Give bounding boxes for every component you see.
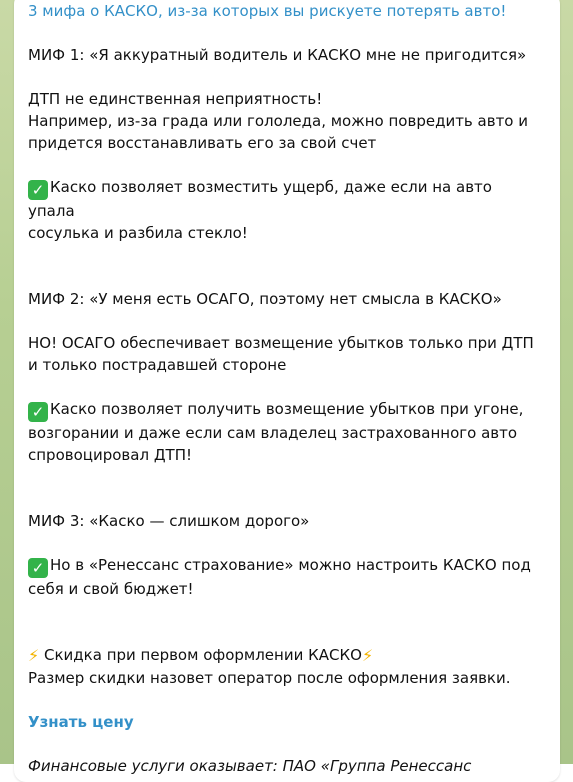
lightning-emoji-icon: ⚡ bbox=[28, 646, 40, 665]
promo-line1 bbox=[28, 644, 538, 667]
myth1-check1: Каско позволяет возместить ущерб, даже если на авто упала bbox=[28, 178, 492, 220]
myth3-heading: МИФ 3: «Каско — слишком дорого» bbox=[28, 512, 310, 530]
myth2-check1: Каско позволяет получить возмещение убытков при угоне, bbox=[50, 400, 524, 418]
myth3-check2: себя и свой бюджет! bbox=[28, 580, 194, 598]
myth2-line1: НО! ОСАГО обеспечивает возмещение убытков только при ДТП bbox=[28, 334, 534, 352]
check-mark-emoji-icon: ✓ bbox=[28, 180, 48, 200]
promo-text: Скидка при первом оформлении КАСКО bbox=[44, 646, 362, 664]
myth2-heading: МИФ 2: «У меня есть ОСАГО, поэтому нет смысла в КАСКО» bbox=[28, 290, 502, 308]
myth1-line3: придется восстанавливать его за свой счет bbox=[28, 134, 377, 152]
myth1-line1: ДТП не единственная неприятность! bbox=[28, 90, 323, 108]
message-text bbox=[28, 0, 538, 777]
check-mark-emoji-icon: ✓ bbox=[28, 558, 48, 578]
myth3-check-line bbox=[28, 554, 538, 578]
myth1-line2: Например, из-за града или гололеда, можно повредить авто и bbox=[28, 112, 529, 130]
myth2-line2: и только пострадавшей стороне bbox=[28, 356, 287, 374]
myth1-heading: МИФ 1: «Я аккуратный водитель и КАСКО мне не пригодится» bbox=[28, 46, 527, 64]
get-price-link[interactable]: Узнать цену bbox=[28, 713, 134, 731]
lightning-emoji-icon: ⚡ bbox=[361, 646, 374, 665]
footer-disclaimer: Финансовые услуги оказывает: ПАО «Группа Ренессанс bbox=[28, 757, 472, 775]
message-title: 3 мифа о КАСКО, из-за которых вы рискуете потерять авто! bbox=[28, 2, 507, 20]
myth2-check2: возгорании и даже если сам владелец застрахованного авто bbox=[28, 424, 518, 442]
check-mark-emoji-icon: ✓ bbox=[28, 402, 48, 422]
promo-line2: Размер скидки назовет оператор после оформления заявки. bbox=[28, 669, 511, 687]
myth2-check3: спровоцировал ДТП! bbox=[28, 446, 192, 464]
myth1-check2: сосулька и разбила стекло! bbox=[28, 224, 248, 242]
myth1-check-line bbox=[28, 176, 538, 222]
myth2-check-line bbox=[28, 398, 538, 422]
myth3-check1: Но в «Ренессанс страхование» можно настроить КАСКО под bbox=[50, 556, 531, 574]
